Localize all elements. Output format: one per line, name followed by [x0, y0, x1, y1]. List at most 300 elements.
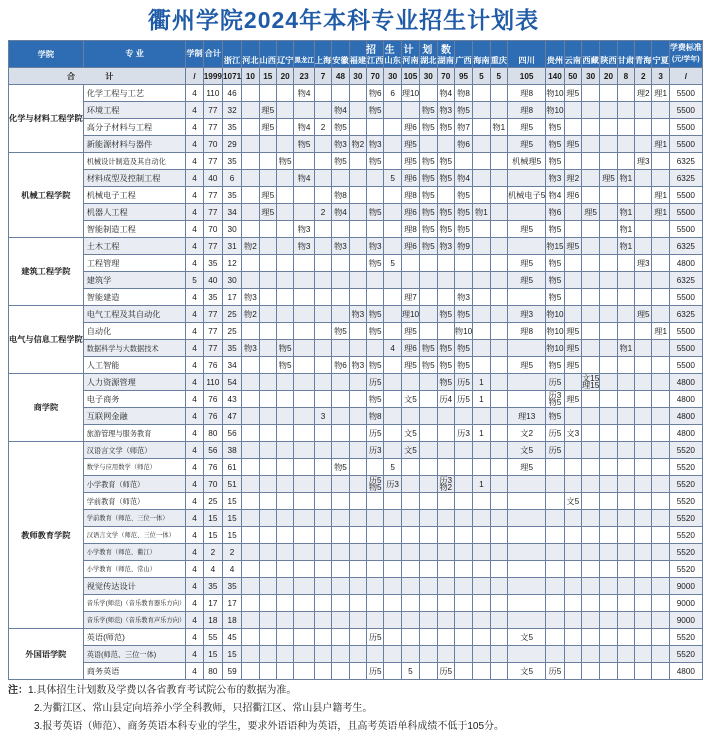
xuezhi-cell: 4: [186, 374, 203, 391]
province-cell: 理2: [635, 85, 652, 102]
province-cell: [635, 578, 652, 595]
province-cell: [564, 544, 581, 561]
province-cell: [314, 595, 331, 612]
summary-cell: 2: [635, 68, 652, 85]
summary-fee: /: [669, 68, 702, 85]
zhejiang-cell: 35: [222, 187, 241, 204]
total-cell: 40: [203, 170, 222, 187]
province-cell: [600, 408, 617, 425]
province-cell: [276, 646, 293, 663]
province-cell: [420, 306, 437, 323]
province-cell: [332, 306, 349, 323]
province-cell: [276, 306, 293, 323]
province-cell: [349, 493, 366, 510]
province-cell: [454, 493, 472, 510]
province-cell: [473, 170, 490, 187]
xuezhi-cell: 4: [186, 306, 203, 323]
province-cell: [332, 442, 349, 459]
province-cell: [437, 408, 454, 425]
province-cell: [276, 187, 293, 204]
province-cell: [473, 136, 490, 153]
major-name: 视觉传达设计: [83, 578, 186, 595]
province-cell: [314, 612, 331, 629]
province-cell: [617, 425, 634, 442]
province-cell: [635, 459, 652, 476]
province-cell: [276, 561, 293, 578]
province-cell: [473, 544, 490, 561]
college-name: 商学院: [9, 374, 84, 442]
fee-cell: 6325: [669, 153, 702, 170]
table-body: [9, 68, 703, 680]
province-cell: [294, 476, 315, 493]
province-cell: 物5: [420, 102, 437, 119]
province-cell: [384, 272, 401, 289]
province-cell: [349, 119, 366, 136]
province-cell: [367, 493, 384, 510]
province-cell: [600, 663, 617, 680]
province-cell: 历3: [367, 442, 384, 459]
major-name: 学前教育（师范、三位一体）: [83, 510, 186, 527]
province-cell: [581, 391, 599, 408]
province-cell: [507, 476, 545, 493]
province-cell: 物6: [367, 85, 384, 102]
province-cell: [332, 391, 349, 408]
province-cell: [490, 663, 507, 680]
province-cell: [546, 595, 564, 612]
province-cell: [314, 527, 331, 544]
zhejiang-cell: 35: [222, 340, 241, 357]
province-cell: 物6: [332, 357, 349, 374]
province-cell: [420, 646, 437, 663]
province-cell: [420, 595, 437, 612]
province-cell: [420, 561, 437, 578]
note-line-1: 注：1.具体招生计划数及学费以各省教育考试院公布的数据为准。: [8, 685, 297, 696]
total-cell: 110: [203, 85, 222, 102]
province-cell: [600, 136, 617, 153]
zhejiang-cell: 35: [222, 578, 241, 595]
province-cell: [564, 204, 581, 221]
province-cell: [617, 374, 634, 391]
province-cell: 物10: [546, 340, 564, 357]
province-cell: [401, 527, 419, 544]
table-row: [9, 476, 703, 493]
province-cell: [314, 544, 331, 561]
province-cell: [617, 578, 634, 595]
summary-cell: 105: [507, 68, 545, 85]
province-cell: [242, 85, 259, 102]
province-cell: 物3: [437, 102, 454, 119]
province-cell: [420, 255, 437, 272]
summary-cell: 23: [294, 68, 315, 85]
province-cell: [581, 255, 599, 272]
cell-line: 文15: [581, 374, 600, 383]
province-cell: [652, 578, 669, 595]
province-cell: [490, 255, 507, 272]
province-cell: 文5: [401, 391, 419, 408]
summary-cell: 10: [242, 68, 259, 85]
province-cell: 物1: [473, 204, 490, 221]
province-cell: [437, 493, 454, 510]
province-cell: [600, 289, 617, 306]
fee-cell: 4800: [669, 425, 702, 442]
province-cell: [367, 612, 384, 629]
province-cell: [564, 153, 581, 170]
province-cell: [635, 442, 652, 459]
province-cell: [259, 578, 276, 595]
province-cell: [349, 153, 366, 170]
province-cell: [635, 493, 652, 510]
province-cell: [242, 646, 259, 663]
province-cell: [349, 221, 366, 238]
province-cell: [242, 612, 259, 629]
zhejiang-cell: 31: [222, 238, 241, 255]
province-cell: [473, 153, 490, 170]
major-name: 化学工程与工艺: [83, 85, 186, 102]
province-cell: [490, 221, 507, 238]
province-cell: [294, 459, 315, 476]
province-cell: 理6: [401, 340, 419, 357]
province-cell: [259, 646, 276, 663]
province-cell: [367, 119, 384, 136]
province-cell: [401, 102, 419, 119]
province-cell: [294, 629, 315, 646]
cell-line: 历3: [548, 391, 562, 400]
province-cell: [349, 289, 366, 306]
header-province: 陕西: [600, 41, 617, 68]
fee-cell: 5520: [669, 510, 702, 527]
province-cell: [367, 561, 384, 578]
province-cell: [581, 442, 599, 459]
province-cell: 2: [314, 119, 331, 136]
province-cell: 理5: [564, 391, 581, 408]
province-cell: [294, 306, 315, 323]
province-cell: [314, 663, 331, 680]
table-row: [9, 459, 703, 476]
province-cell: 物5: [454, 102, 472, 119]
total-cell: 77: [203, 238, 222, 255]
province-cell: [652, 510, 669, 527]
province-cell: [314, 578, 331, 595]
province-cell: [581, 153, 599, 170]
province-cell: 物5: [437, 340, 454, 357]
province-cell: [367, 459, 384, 476]
province-cell: 5: [401, 663, 419, 680]
province-cell: [473, 238, 490, 255]
province-cell: 理3: [507, 306, 545, 323]
province-cell: [617, 357, 634, 374]
xuezhi-cell: 4: [186, 255, 203, 272]
province-cell: [652, 306, 669, 323]
zhejiang-cell: 32: [222, 102, 241, 119]
province-cell: [242, 357, 259, 374]
province-cell: [276, 527, 293, 544]
province-cell: 物5: [546, 119, 564, 136]
province-cell: 物3: [349, 357, 366, 374]
note-line-3: 3.报考英语（师范）、商务英语本科专业的学生，要求外语语种为英语，且高考英语单科成绩不低于105分。: [34, 721, 505, 732]
table-row: [9, 612, 703, 629]
province-cell: [242, 408, 259, 425]
fee-cell: 4800: [669, 408, 702, 425]
province-cell: [507, 595, 545, 612]
province-cell: [349, 323, 366, 340]
province-cell: [581, 578, 599, 595]
province-cell: 理5: [507, 272, 545, 289]
province-cell: [276, 374, 293, 391]
province-cell: 理1: [652, 85, 669, 102]
xuezhi-cell: 4: [186, 289, 203, 306]
total-cell: 77: [203, 119, 222, 136]
major-name: 音乐学(师范)（音乐教育器乐方向）: [83, 595, 186, 612]
table-row: [9, 85, 703, 102]
province-cell: [600, 187, 617, 204]
province-cell: [384, 323, 401, 340]
province-cell: 理6: [401, 170, 419, 187]
province-cell: 理8: [507, 102, 545, 119]
province-cell: [259, 153, 276, 170]
xuezhi-cell: 4: [186, 340, 203, 357]
province-cell: [507, 578, 545, 595]
fee-cell: 9000: [669, 595, 702, 612]
province-cell: [314, 306, 331, 323]
summary-cell: 5: [490, 68, 507, 85]
province-cell: [454, 459, 472, 476]
header-total: 合计: [203, 41, 222, 68]
province-cell: [314, 425, 331, 442]
zhejiang-cell: 38: [222, 442, 241, 459]
table-row: [9, 595, 703, 612]
province-cell: [349, 340, 366, 357]
province-cell: [600, 578, 617, 595]
province-cell: [490, 289, 507, 306]
province-cell: [259, 272, 276, 289]
province-cell: [600, 476, 617, 493]
province-cell: [420, 289, 437, 306]
major-name: 电气工程及其自动化: [83, 306, 186, 323]
province-cell: 物5: [454, 204, 472, 221]
province-cell: 物3: [242, 340, 259, 357]
province-cell: [242, 476, 259, 493]
province-cell: [401, 544, 419, 561]
province-cell: [581, 595, 599, 612]
zhejiang-cell: 12: [222, 255, 241, 272]
xuezhi-cell: 4: [186, 204, 203, 221]
province-cell: 物5: [367, 323, 384, 340]
province-cell: [581, 408, 599, 425]
province-cell: [384, 221, 401, 238]
province-cell: [332, 493, 349, 510]
province-cell: 理5: [564, 238, 581, 255]
province-cell: [581, 527, 599, 544]
province-cell: 物7: [454, 119, 472, 136]
province-cell: [490, 595, 507, 612]
province-cell: [635, 391, 652, 408]
province-cell: 理5: [401, 153, 419, 170]
province-cell: [617, 187, 634, 204]
province-cell: [332, 255, 349, 272]
header-province: 西藏: [581, 41, 599, 68]
province-cell: [314, 187, 331, 204]
province-cell: [635, 408, 652, 425]
province-cell: [259, 374, 276, 391]
province-cell: [242, 561, 259, 578]
xuezhi-cell: 4: [186, 476, 203, 493]
province-cell: [384, 510, 401, 527]
province-cell: [259, 493, 276, 510]
province-cell: 理5: [401, 357, 419, 374]
province-cell: [652, 408, 669, 425]
xuezhi-cell: 4: [186, 510, 203, 527]
province-cell: [437, 629, 454, 646]
province-cell: [473, 612, 490, 629]
province-cell: [635, 425, 652, 442]
province-cell: [635, 510, 652, 527]
province-cell: [581, 544, 599, 561]
total-cell: 70: [203, 136, 222, 153]
zhejiang-cell: 43: [222, 391, 241, 408]
province-cell: 理5: [259, 119, 276, 136]
province-cell: [276, 289, 293, 306]
province-cell: [259, 629, 276, 646]
province-cell: [652, 544, 669, 561]
province-cell: [564, 102, 581, 119]
province-cell: [420, 629, 437, 646]
province-cell: 历5: [546, 663, 564, 680]
xuezhi-cell: 4: [186, 629, 203, 646]
province-cell: 物5: [420, 221, 437, 238]
fee-cell: 5500: [669, 187, 702, 204]
province-cell: [437, 544, 454, 561]
province-cell: [564, 374, 581, 391]
province-cell: [600, 612, 617, 629]
province-cell: [384, 153, 401, 170]
province-cell: 物2: [242, 238, 259, 255]
province-cell: 历5: [454, 391, 472, 408]
major-name: 数据科学与大数据技术: [83, 340, 186, 357]
major-name: 学前教育（师范）: [83, 493, 186, 510]
summary-cell: 50: [564, 68, 581, 85]
province-cell: [454, 442, 472, 459]
province-cell: [546, 629, 564, 646]
province-cell: 历3: [384, 476, 401, 493]
fee-cell: 5520: [669, 459, 702, 476]
total-cell: 15: [203, 527, 222, 544]
table-row: [9, 425, 703, 442]
zhejiang-cell: 15: [222, 527, 241, 544]
province-cell: 物5: [546, 153, 564, 170]
province-cell: 物5: [437, 204, 454, 221]
province-cell: [314, 153, 331, 170]
province-cell: [420, 578, 437, 595]
province-cell: [314, 629, 331, 646]
province-cell: [635, 612, 652, 629]
zhejiang-cell: 25: [222, 323, 241, 340]
summary-cell: 3: [652, 68, 669, 85]
province-cell: 物5: [367, 255, 384, 272]
province-cell: [617, 442, 634, 459]
province-cell: [314, 493, 331, 510]
province-cell: [473, 187, 490, 204]
province-cell: [401, 629, 419, 646]
province-cell: 物15: [546, 238, 564, 255]
fee-cell: 5520: [669, 527, 702, 544]
fee-cell: 9000: [669, 612, 702, 629]
province-cell: [384, 289, 401, 306]
major-name: 汉语言文学（师范、三位一体）: [83, 527, 186, 544]
province-cell: [314, 374, 331, 391]
province-cell: [349, 391, 366, 408]
province-cell: [332, 85, 349, 102]
province-cell: [581, 493, 599, 510]
province-cell: [437, 255, 454, 272]
fee-cell: 5500: [669, 85, 702, 102]
xuezhi-cell: 4: [186, 612, 203, 629]
province-cell: [259, 255, 276, 272]
province-cell: [294, 272, 315, 289]
province-cell: 物8: [367, 408, 384, 425]
province-cell: [242, 136, 259, 153]
province-cell: [564, 221, 581, 238]
province-cell: [259, 442, 276, 459]
zhejiang-cell: 46: [222, 85, 241, 102]
province-cell: [490, 459, 507, 476]
province-cell: 历5: [367, 629, 384, 646]
province-cell: [420, 510, 437, 527]
province-cell: [490, 425, 507, 442]
table-row: [9, 357, 703, 374]
province-cell: [581, 646, 599, 663]
college-name: 机械工程学院: [9, 153, 84, 238]
province-cell: 物5: [294, 136, 315, 153]
province-cell: [259, 238, 276, 255]
province-cell: [332, 408, 349, 425]
cell-line: 理15: [581, 381, 600, 390]
province-cell: [276, 391, 293, 408]
province-cell: 理5: [507, 221, 545, 238]
province-cell: [314, 238, 331, 255]
province-cell: 物5: [420, 357, 437, 374]
province-cell: [332, 527, 349, 544]
province-cell: [349, 595, 366, 612]
province-cell: [581, 323, 599, 340]
province-cell: [332, 629, 349, 646]
province-cell: [294, 527, 315, 544]
province-cell: [652, 493, 669, 510]
province-cell: 理5: [564, 85, 581, 102]
province-cell: [294, 323, 315, 340]
province-cell: [454, 476, 472, 493]
province-cell: [420, 425, 437, 442]
total-cell: 55: [203, 629, 222, 646]
province-cell: 理5: [581, 204, 599, 221]
table-row: [9, 374, 703, 391]
province-cell: [635, 136, 652, 153]
major-name: 电子商务: [83, 391, 186, 408]
province-cell: [420, 442, 437, 459]
province-cell: [490, 357, 507, 374]
header-province: 黑龙江: [294, 41, 315, 68]
province-cell: [652, 102, 669, 119]
major-name: 智能制造工程: [83, 221, 186, 238]
province-cell: [635, 374, 652, 391]
province-cell: [473, 561, 490, 578]
province-cell: 理2: [564, 170, 581, 187]
fee-cell: 6325: [669, 306, 702, 323]
zhejiang-cell: 17: [222, 289, 241, 306]
province-cell: 物5: [367, 102, 384, 119]
fee-cell: 4800: [669, 255, 702, 272]
major-name: 汉语言文学（师范）: [83, 442, 186, 459]
province-cell: [384, 204, 401, 221]
